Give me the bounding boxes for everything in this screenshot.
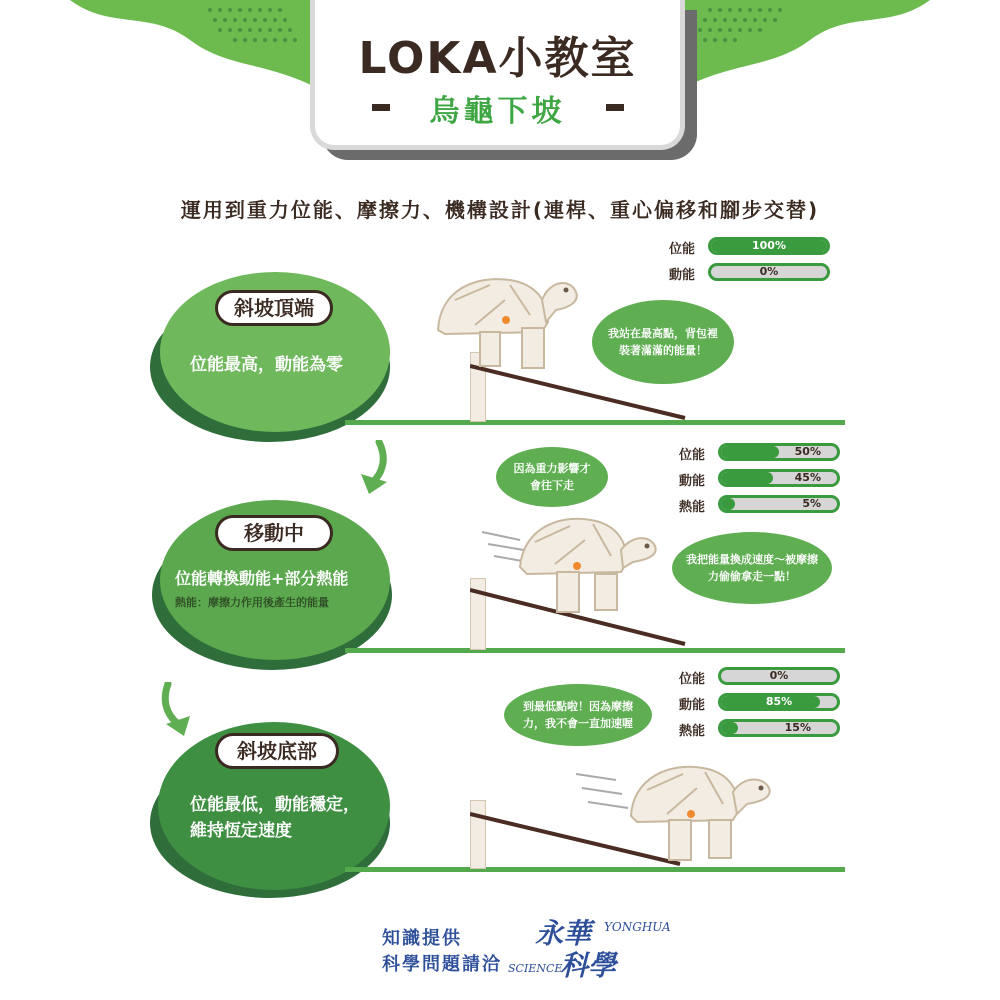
header-wave-right — [670, 0, 930, 95]
stage-3-speech-bubble: 到最低點啦！因為摩擦力，我不會一直加速喔 — [504, 684, 652, 746]
motion-lines-icon-2 — [572, 768, 632, 820]
meter-value: 50% — [794, 445, 821, 458]
meter-value: 45% — [794, 471, 821, 484]
meter-label-potential-3: 位能 — [678, 672, 705, 687]
stage-1-turtle-icon — [430, 270, 580, 380]
stage-1-speech-bubble: 我站在最高點，背包裡裝著滿滿的能量！ — [592, 300, 734, 384]
meter-label-kinetic-1: 動能 — [668, 268, 695, 283]
stage-2-desc: 位能轉換動能+部分熱能 — [175, 569, 349, 588]
intro-text: 運用到重力位能、摩擦力、機構設計(連桿、重心偏移和腳步交替) — [180, 198, 820, 222]
meter-value: 85% — [765, 695, 793, 708]
meter-label-kinetic-3: 動能 — [678, 698, 705, 713]
stage-3-turtle-icon — [625, 760, 775, 870]
meter-value: 100% — [752, 239, 786, 252]
meter-potential-3 — [718, 667, 840, 685]
meter-label-heat-3: 熱能 — [678, 724, 705, 739]
meter-heat-2 — [718, 495, 840, 513]
page-subtitle: 烏龜下坡 — [429, 94, 566, 129]
stage-2-note: 熱能：摩擦力作用後產生的能量 — [175, 596, 329, 609]
header-wave-left — [70, 0, 330, 95]
stage-2-title: 移動中 — [215, 515, 333, 551]
meter-potential-2 — [718, 443, 840, 461]
meter-label-potential-1: 位能 — [668, 242, 695, 257]
stage-2-speech-bubble-top: 因為重力影響才會往下走 — [496, 447, 608, 507]
page-title: LOKA小教室 — [358, 33, 637, 84]
meter-value: 0% — [759, 265, 779, 278]
stage-3-title: 斜坡底部 — [215, 733, 339, 769]
meter-label-heat-2: 熱能 — [678, 500, 705, 515]
meter-heat-3 — [718, 719, 840, 737]
footer-credit-line1: 知識提供 — [382, 928, 462, 949]
stage-2-speech-bubble: 我把能量換成速度～被摩擦力偷偷拿走一點！ — [672, 532, 832, 604]
footer-credit-line2: 科學問題請洽 — [382, 954, 502, 975]
meter-label-kinetic-2: 動能 — [678, 474, 705, 489]
meter-kinetic-3 — [718, 693, 840, 711]
meter-value: 15% — [784, 721, 811, 734]
logo-text-cn-top: 永華 — [535, 917, 592, 950]
logo-text-cn-bottom: 科學 — [560, 949, 617, 982]
stage-3-desc-line1: 位能最低，動能穩定， — [190, 795, 360, 815]
meter-value: 5% — [802, 497, 821, 510]
stage-2-turtle-icon — [515, 512, 660, 622]
meter-potential-1 — [708, 237, 830, 255]
title-dash-right — [606, 104, 624, 111]
logo-text-en-bottom: SCIENCE — [508, 962, 563, 975]
stage-3-desc-line2: 維持恆定速度 — [190, 821, 292, 841]
stage-1-title: 斜坡頂端 — [215, 290, 333, 326]
down-arrow-icon-2 — [158, 682, 198, 740]
meter-kinetic-2 — [718, 469, 840, 487]
meter-kinetic-1 — [708, 263, 830, 281]
stage-1-desc: 位能最高，動能為零 — [190, 355, 343, 375]
stage-2-ground — [345, 648, 845, 653]
meter-label-potential-2: 位能 — [678, 448, 705, 463]
down-arrow-icon — [355, 440, 395, 498]
logo-text-en-top: YONGHUA — [604, 920, 671, 934]
meter-value: 0% — [769, 669, 789, 682]
